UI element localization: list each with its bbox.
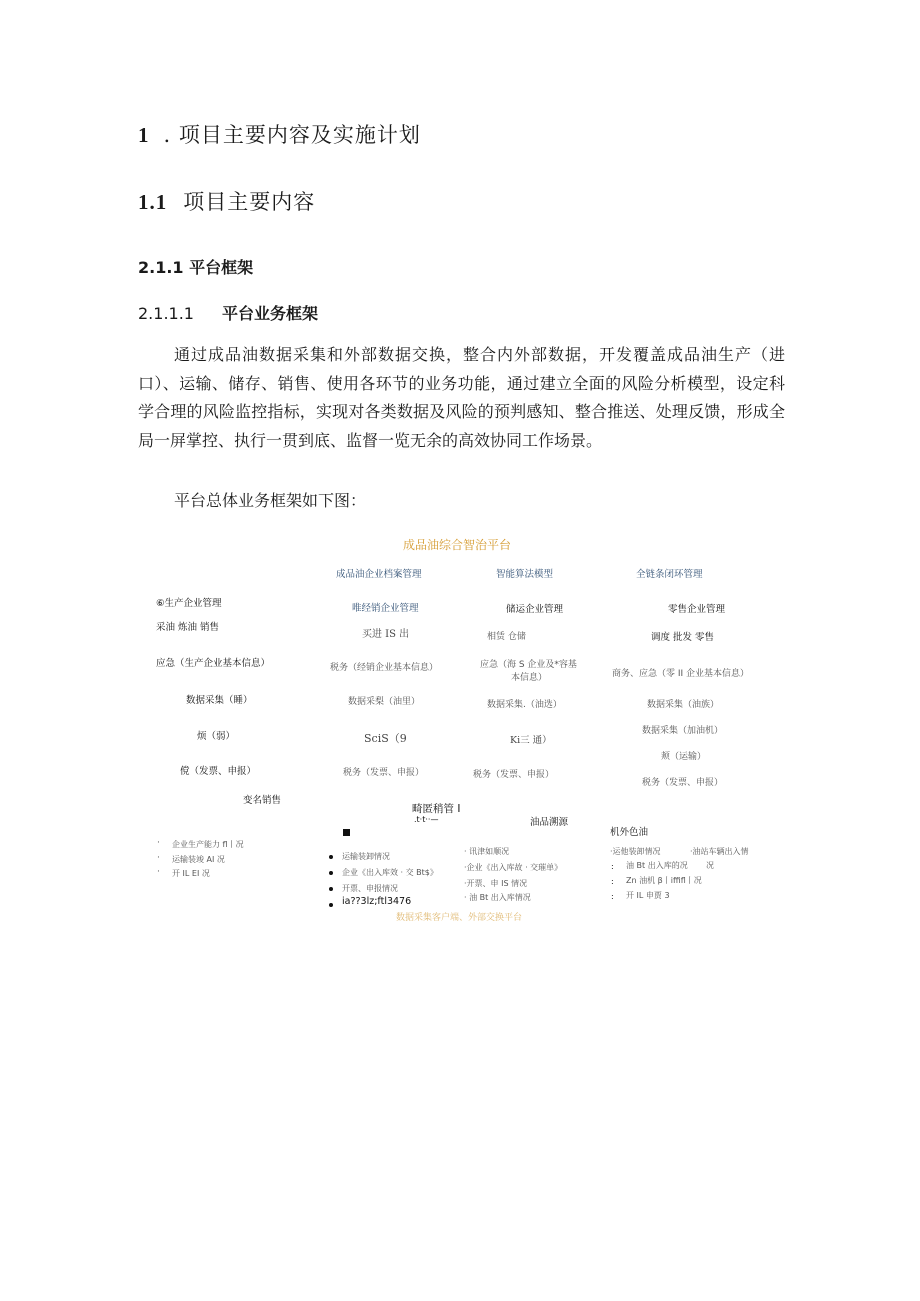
col3-item: Ki三 通）: [510, 735, 552, 746]
col1-item: 数据采集（睡）: [186, 695, 253, 706]
heading-4-number: 2.1.1.1: [138, 304, 194, 323]
col3-item: 本信息）: [511, 673, 548, 683]
right-block-colon: :: [611, 877, 614, 886]
heading-3: 2.1.1 平台框架: [138, 258, 254, 277]
trace-block-item: · 讯津如顺况: [464, 847, 510, 856]
col2-item: 买进 IS 出: [362, 629, 410, 640]
col1-bullet: 运输装竣 AI 况: [172, 855, 225, 864]
mid-block-bullet: 企业《出入库效 · 交 Bt$》: [342, 868, 438, 877]
col2-item: SciS（9: [364, 732, 407, 745]
col4-item: 调度 批发 零售: [651, 632, 715, 643]
col3-item: 应急（海 S 企业及*容基: [480, 660, 577, 670]
col1-bullet-dot: ·: [157, 867, 160, 877]
col4-item: 颊（运输）: [661, 752, 707, 762]
right-block-title: 机外色油: [610, 827, 649, 838]
col4-item: 数据采集（加油机）: [642, 726, 724, 736]
header-closed-loop: 全链条闭环管理: [636, 569, 703, 580]
mid-block-title: 畸匿稍管 I: [412, 803, 461, 815]
col1-footer: 变名销售: [243, 795, 282, 806]
col1-bullet-dot: ·: [157, 853, 160, 863]
col2-item: 税务（经销企业基本信息）: [330, 663, 439, 673]
trace-block-item: ·企业《出入库故 · 交璀单》: [464, 863, 563, 872]
col4-item: 税务（发票、申报）: [642, 778, 724, 788]
col2-item: 数据采梨（油里）: [348, 697, 421, 707]
mid-block-bullet: 开票、申报情况: [342, 884, 398, 893]
heading-1-text: . 项目主要内容及实施计划: [163, 123, 421, 147]
right-block-item: 油 Bt 出入库的况: [626, 861, 688, 870]
bullet-dot-icon: [329, 887, 333, 891]
col1-bullet: 开 IL EI 况: [172, 869, 210, 878]
col1-item: 傥（发票、申报）: [180, 766, 257, 777]
figure-title: 成品油综合智治平台: [403, 538, 512, 552]
col1-bullet-dot: ·: [157, 838, 160, 848]
col4-header: 零售企业管理: [668, 604, 726, 615]
right-block-colon: :: [611, 892, 614, 901]
col3-item: 税务（发票、申报）: [473, 770, 555, 780]
heading-1-number: 1: [138, 123, 150, 147]
trace-block-item: ·开票、申 IS 情况: [464, 879, 528, 888]
col3-header: 储运企业管理: [506, 604, 564, 615]
mid-block-bullet: ia??3lz;ftl3476: [342, 896, 412, 905]
col3-item: 数据采集.（油选）: [487, 700, 562, 710]
mid-block-marker-icon: [343, 829, 350, 836]
header-algorithm: 智能算法模型: [496, 569, 554, 580]
right-block-item: 况: [706, 861, 714, 870]
figure-caption: 平台总体业务框架如下图：: [174, 491, 367, 510]
trace-block-item: · 油 Bt 出入库情况: [464, 893, 531, 902]
col1-header: ⑥生产企业管理: [156, 598, 222, 609]
mid-block-subtitle: .t·t··—: [414, 815, 439, 824]
right-block-colon: :: [611, 862, 614, 871]
col2-header: 唯经销企业管理: [352, 603, 419, 614]
bullet-dot-icon: [329, 903, 333, 907]
right-block-item: 开 IL 申贾 3: [626, 891, 670, 900]
right-block-item: Zn 油机 β丨iffifl丨况: [626, 876, 702, 885]
heading-4-text: 平台业务框架: [221, 304, 318, 323]
col1-bullet: 企业生产能力 fl丨况: [172, 840, 244, 849]
col1-item: 采油 炼油 销售: [156, 622, 220, 633]
mid-block-bullet: 运输装卸情况: [342, 852, 390, 861]
bullet-dot-icon: [329, 855, 333, 859]
col4-item: 数据采集（油族）: [647, 700, 720, 710]
heading-2-text: 项目主要内容: [183, 190, 316, 214]
col4-item: 商务、应急（零 II 企业基本信息）: [612, 669, 750, 679]
col1-item: 烦（弱）: [197, 731, 236, 742]
col3-item: 相赁 仓储: [487, 632, 526, 642]
figure-bottom-label: 数据采集客户端、外部交换平台: [396, 913, 523, 923]
col2-item: 税务（发票、申报）: [343, 768, 425, 778]
body-paragraph: 通过成品油数据采集和外部数据交换，整合内外部数据，开发覆盖成品油生产（进口）、运输、储存、销售、使用各环节的业务功能，通过建立全面的风险分析模型，设定科学合理的风险监控指标，实现对各类数据及风险的预判感知、整合推送、处理反馈，形成全局一屏掌控、执行一贯到底、监督一览无余的高效协同工作场景。: [138, 345, 785, 450]
bullet-dot-icon: [329, 871, 333, 875]
right-block-item: ·运他装卸情况: [610, 847, 661, 856]
header-archive: 成品油企业档案管理: [336, 569, 422, 580]
right-block-item: ·油站车辆出入情: [690, 847, 749, 856]
col1-item: 应急（生产企业基本信息）: [156, 658, 271, 669]
heading-2-number: 1.1: [138, 190, 168, 214]
trace-block-title: 油品溯源: [530, 817, 569, 828]
